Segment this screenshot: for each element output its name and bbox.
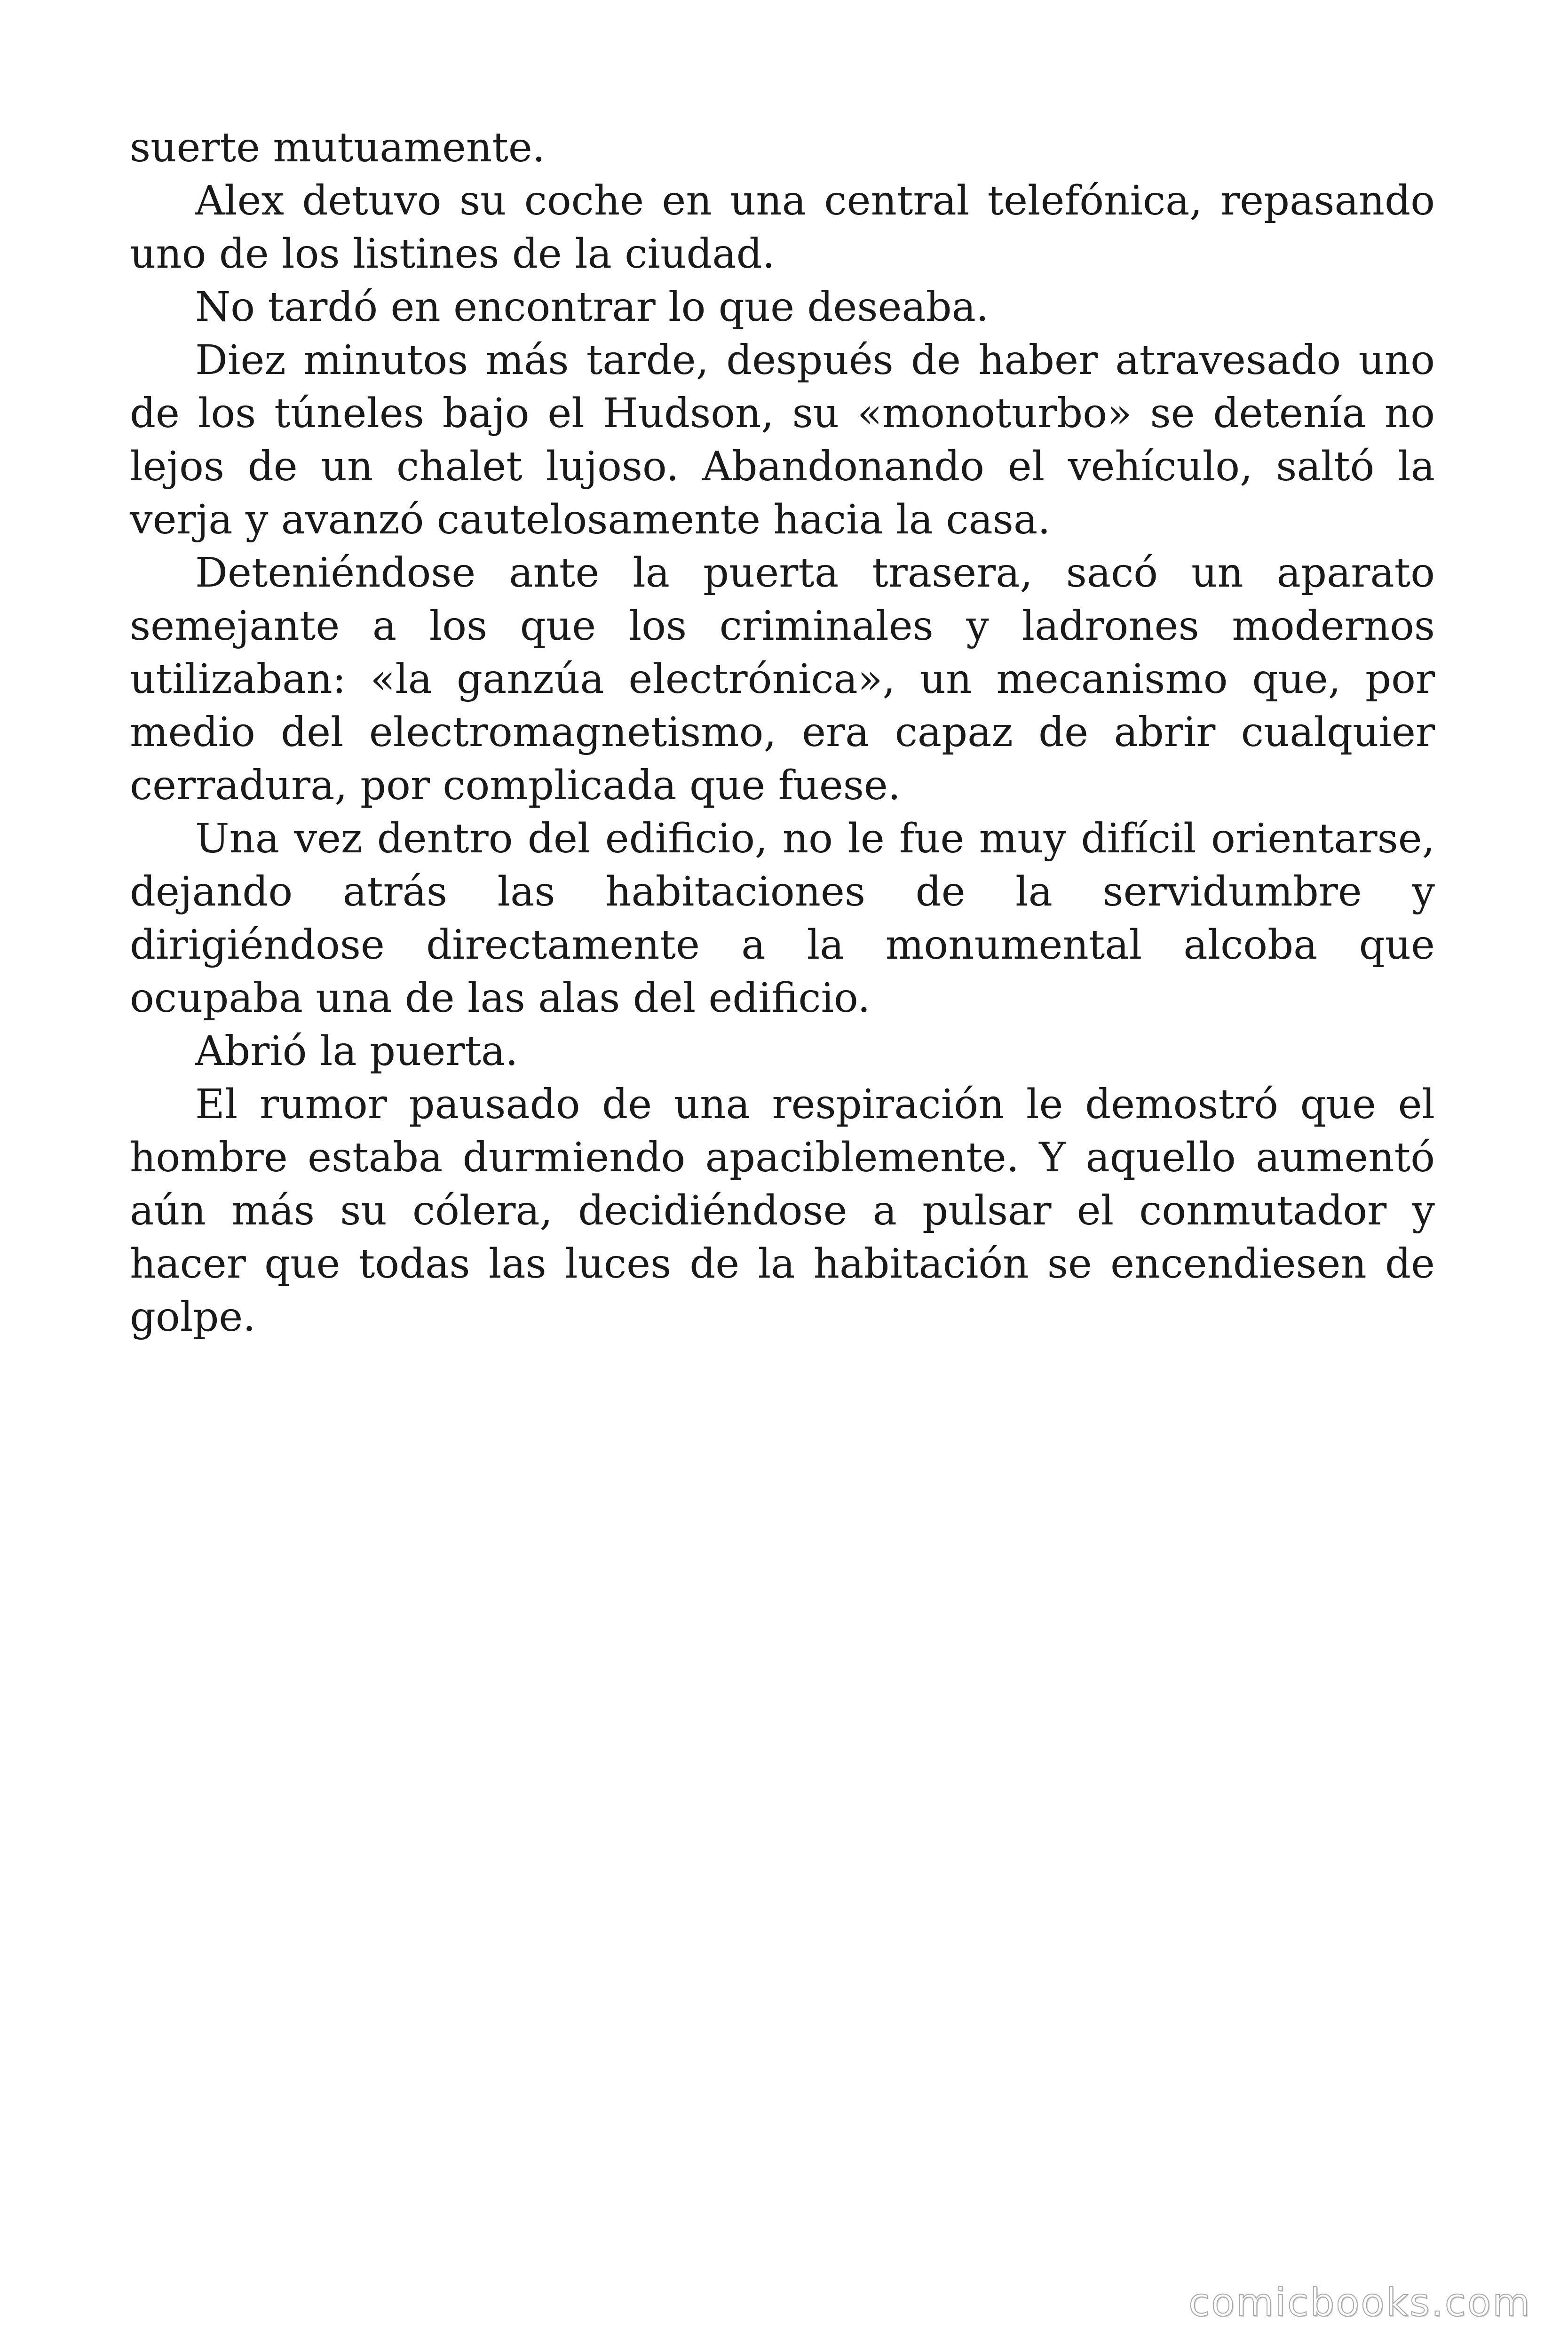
- paragraph: suerte mutuamente.: [130, 124, 546, 171]
- paragraph: No tardó en encontrar lo que deseaba.: [195, 284, 989, 331]
- paragraph: Alex detuvo su coche en una central telefónica, repasando uno de los listines de la ciudad.: [130, 177, 1435, 278]
- paragraph: Una vez dentro del edificio, no le fue muy difícil orientarse, dejando atrás las habitaciones de la servidumbre y dirigiéndose directamente a la monumental alcoba que ocupaba una de las alas del edificio.: [130, 815, 1435, 1022]
- paragraph: Abrió la puerta.: [195, 1028, 518, 1075]
- paragraph: Deteniéndose ante la puerta trasera, sacó un aparato semejante a los que los criminales y ladrones modernos utilizaban: «la ganzúa electrónica», un mecanismo que, por medio del electromagnetismo, era capaz de abrir cualquier cerradura, por complicada que fuese.: [130, 549, 1435, 809]
- body-text: [130, 121, 1435, 1344]
- paragraph: El rumor pausado de una respiración le demostró que el hombre estaba durmiendo apaciblemente. Y aquello aumentó aún más su cólera, decidiéndose a pulsar el conmutador y hacer que todas las luces de la habitación se encendiesen de golpe.: [130, 1081, 1435, 1341]
- watermark: comicbooks.com: [1188, 2280, 1531, 2325]
- paragraph: Diez minutos más tarde, después de haber atravesado uno de los túneles bajo el Hudson, su «monoturbo» se detenía no lejos de un chalet lujoso. Abandonando el vehículo, saltó la verja y avanzó cautelosamente hacia la casa.: [130, 337, 1435, 543]
